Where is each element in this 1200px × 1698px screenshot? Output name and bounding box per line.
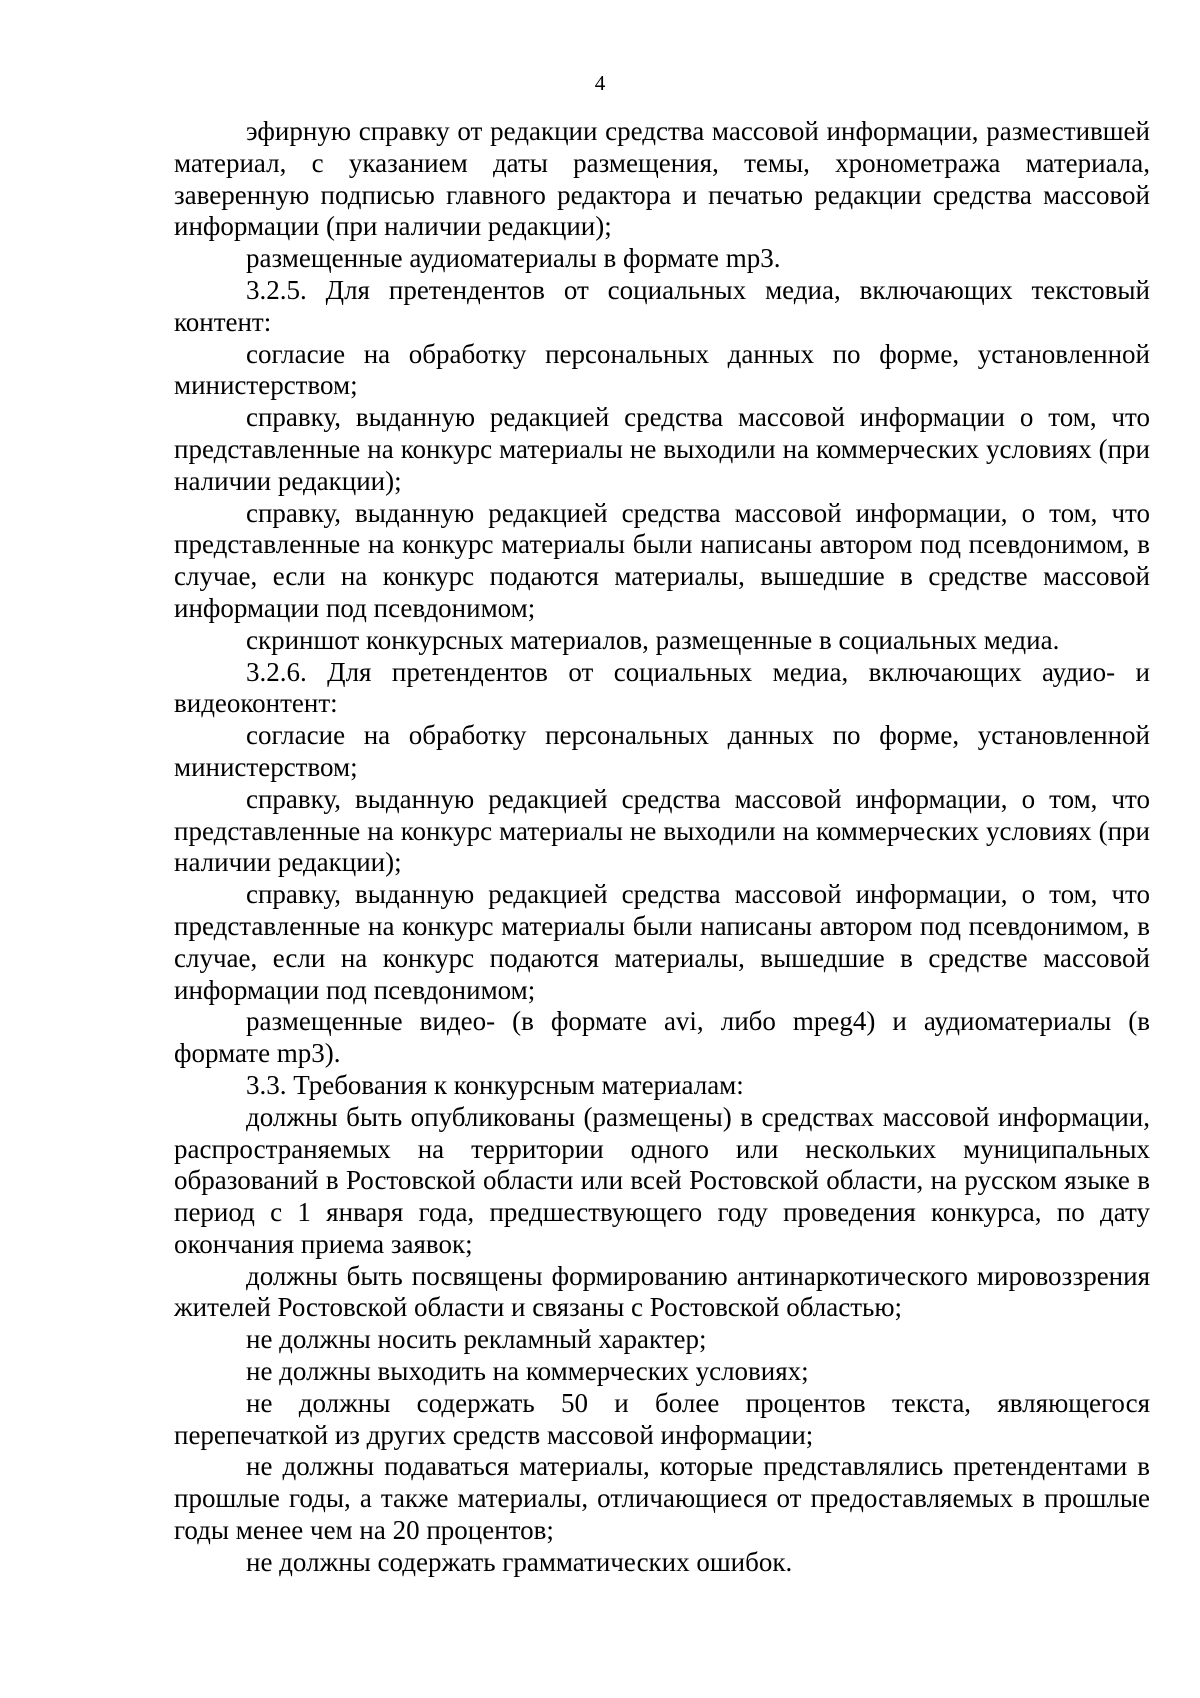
paragraph: должны быть опубликованы (размещены) в средствах массовой информации, распространяемых на территории одного или нескольких муниципальных образований в Ростовской области или всей Ростовской области, на русском языке в период с 1 января года, предшествующего году проведения конкурса, по дату окончания приема заявок; [174,1101,1150,1259]
paragraph: справку, выданную редакцией средства массовой информации, о том, что представленные на конкурс материалы были написаны автором под псевдонимом, в случае, если на конкурс подаются материалы, вышедшие в средстве массовой информации под псевдонимом; [174,497,1150,623]
paragraph: не должны носить рекламный характер; [246,1324,707,1355]
paragraph: согласие на обработку персональных данных по форме, установленной министерством; [174,338,1150,401]
section-heading: 3.3. Требования к конкурсным материалам: [246,1069,744,1100]
paragraph: должны быть посвящены формированию антинаркотического мировоззрения жителей Ростовской области и связаны с Ростовской областью; [174,1260,1150,1323]
paragraph: справку, выданную редакцией средства массовой информации о том, что представленные на конкурс материалы не выходили на коммерческих условиях (при наличии редакции); [174,402,1150,496]
paragraph: 3.2.6. Для претендентов от социальных медиа, включающих аудио- и видеоконтент: [174,656,1150,719]
paragraph: согласие на обработку персональных данных по форме, установленной министерством; [174,720,1150,782]
paragraph: скриншот конкурсных материалов, размещенные в социальных медиа. [246,624,1060,655]
paragraph: размещенные аудиоматериалы в формате mp3. [246,243,781,274]
paragraph: не должны выходить на коммерческих условиях; [246,1356,809,1387]
paragraph: не должны содержать грамматических ошибок. [246,1546,793,1577]
paragraph: 3.2.5. Для претендентов от социальных медиа, включающих текстовый контент: [174,274,1150,337]
document-body [174,116,1150,1579]
paragraph: не должны подаваться материалы, которые представлялись претендентами в прошлые годы, а также материалы, отличающиеся от предоставляемых в прошлые годы менее чем на 20 процентов; [174,1451,1150,1546]
paragraph: справку, выданную редакцией средства массовой информации, о том, что представленные на конкурс материалы не выходили на коммерческих условиях (при наличии редакции); [174,783,1150,878]
page-number: 4 [594,71,606,95]
paragraph: размещенные видео- (в формате avi, либо mpeg4) и аудиоматериалы (в формате mp3). [174,1006,1150,1069]
paragraph: не должны содержать 50 и более процентов текста, являющегося перепечаткой из других средств массовой информации; [174,1387,1150,1450]
paragraph: эфирную справку от редакции средства массовой информации, разместившей материал, с указанием даты размещения, темы, хронометража материала, заверенную подписью главного редактора и печатью редакции средства массовой информации (при наличии редакции); [174,116,1150,242]
paragraph: справку, выданную редакцией средства массовой информации, о том, что представленные на конкурс материалы были написаны автором под псевдонимом, в случае, если на конкурс подаются материалы, вышедшие в средстве массовой информации под псевдонимом; [174,879,1150,1005]
